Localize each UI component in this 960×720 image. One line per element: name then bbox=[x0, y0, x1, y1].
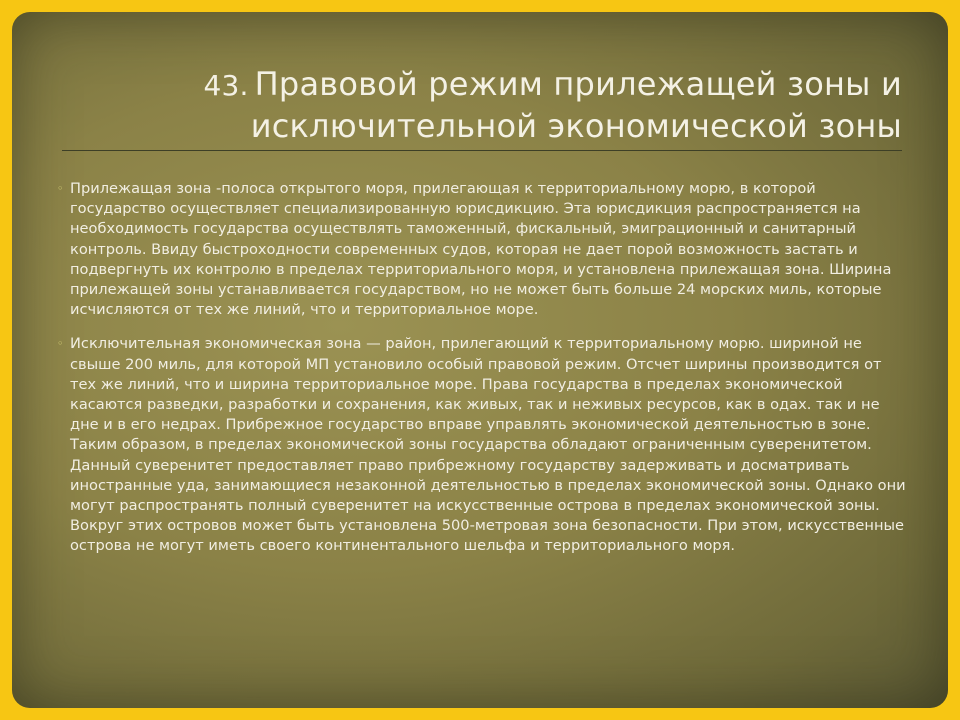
title-line-2: исключительной экономической зоны bbox=[250, 107, 902, 145]
slide-content bbox=[56, 179, 906, 571]
title-divider bbox=[62, 150, 902, 151]
bullet-icon: ◦ bbox=[57, 182, 64, 195]
title-line-1: Правовой режим прилежащей зоны и bbox=[254, 65, 902, 103]
paragraph-contiguous-zone bbox=[56, 179, 906, 320]
slide-title bbox=[150, 64, 902, 146]
paragraph-exclusive-economic-zone bbox=[56, 334, 906, 556]
title-number: 43. bbox=[203, 69, 249, 102]
bullet-icon: ◦ bbox=[57, 337, 64, 351]
paragraph-text: Исключительная экономическая зона — район, прилегающий к территориальному морю. шириной не свыше 200 миль, для которой МП установило особый правовой режим. Отсчет ширины производится от тех же линий, что и ширина территориальное море. Права государства в пределах экономической касаются разведки, разработки и сохранения, как живых, так и неживых ресурсов, как в одах. так и не дне и в его недрах. Прибрежное государство вправе управлять экономической деятельностью в зоне. Таким образом, в пределах экономической зоны государства обладают ограниченным суверенитетом. Данный суверенитет предоставляет право прибрежному государству задерживать и досматривать иностранные уда, занимающиеся незаконной деятельностью в пределах экономической зоны. Однако они могут распространять полный суверенитет на искусственные острова в пределах экономической зоны. Вокруг этих островов может быть установлена 500-метровая зона безопасности. При этом, искусственные острова не могут иметь своего континентального шельфа и территориального моря. bbox=[70, 335, 906, 555]
paragraph-text: Прилежащая зона -полоса открытого моря, прилегающая к территориальному морю, в которой государство осуществляет специализированную юрисдикцию. Эта юрисдикция распространяется на необходимость государства осуществлять таможенный, фискальный, эмиграционный и санитарный контроль. Ввиду быстроходности современных судов, которая не дает порой возможность застать и подвергнуть их контролю в пределах территориального моря, и установлена прилежащая зона. Ширина прилежащей зоны устанавливается государством, но не может быть больше 24 морских миль, которые исчисляются от тех же линий, что и территориальное море. bbox=[70, 180, 892, 319]
